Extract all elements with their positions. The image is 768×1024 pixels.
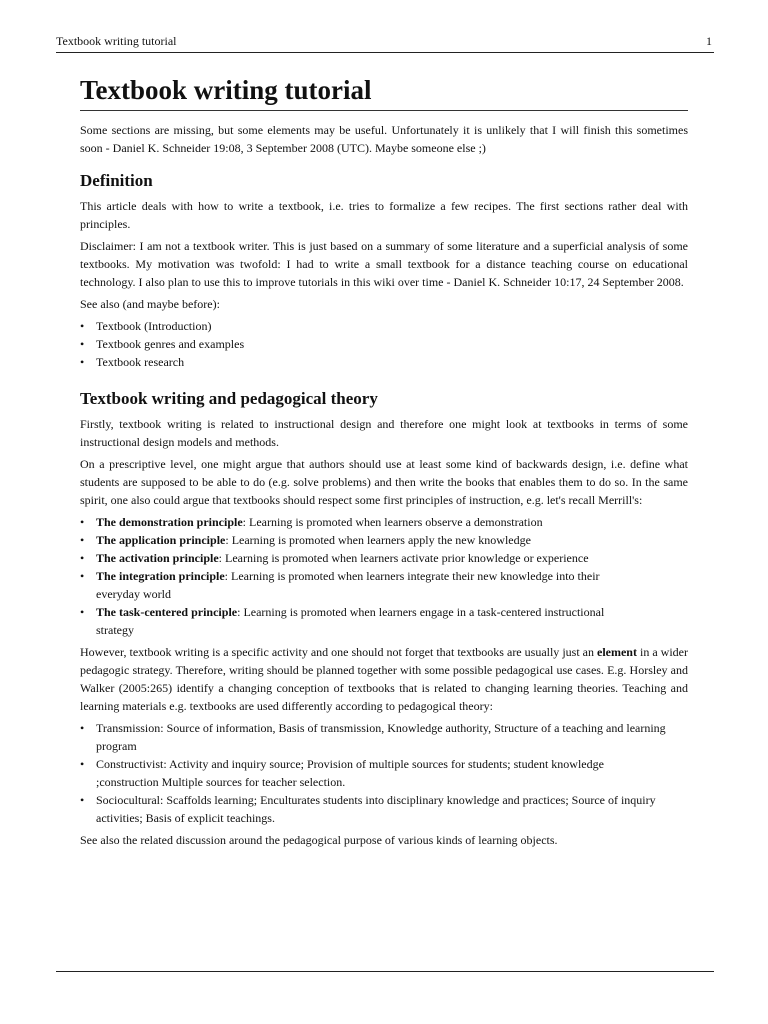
list-item xyxy=(80,549,688,567)
pedagogy-paragraph-4: See also the related discussion around the pedagogical purpose of various kinds of learning objects. xyxy=(80,833,558,847)
pedagogy-paragraph-1: Firstly, textbook writing is related to instructional design and therefore one might look at textbooks in terms of some instructional design models and methods. xyxy=(80,417,688,449)
list-item xyxy=(80,567,688,603)
pedagogy-heading: Textbook writing and pedagogical theory xyxy=(80,389,378,408)
theories-list xyxy=(80,719,688,827)
list-item xyxy=(80,603,688,639)
principle-text: : Learning is promoted when learners activate prior knowledge or experience xyxy=(218,551,589,565)
list-item xyxy=(80,531,688,549)
header-rule xyxy=(56,52,714,53)
principle-text: : Learning is promoted when learners observe a demonstration xyxy=(242,515,543,529)
list-item xyxy=(80,513,688,531)
intro-paragraph: Some sections are missing, but some elements may be useful. Unfortunately it is unlikely that I will finish this sometimes soon - Daniel K. Schneider 19:08, 3 September 2008 (UTC). Maybe someone else ;) xyxy=(80,123,688,155)
definition-paragraph-1: This article deals with how to write a textbook, i.e. tries to formalize a few recipes. The first sections rather deal with principles. xyxy=(80,199,688,231)
principle-text: : Learning is promoted when learners apply the new knowledge xyxy=(225,533,531,547)
see-also-list xyxy=(80,317,688,371)
pedagogy-paragraph-2: On a prescriptive level, one might argue that authors should use at least some kind of backwards design, i.e. define what students are supposed to be able to do (e.g. solve problems) and then write the books that enables them to do so. In the same spirit, one also could argue that textbooks should respect some first principles of instruction, e.g. let's recall Merrill's: xyxy=(80,457,688,507)
running-header-title: Textbook writing tutorial xyxy=(56,34,177,48)
principle-text: : Learning is promoted when learners engage in a task-centered instructional strategy xyxy=(96,605,605,637)
definition-heading: Definition xyxy=(80,171,153,190)
principle-name: The demonstration principle xyxy=(96,515,243,529)
list-item: • Constructivist: Activity and inquiry source; Provision of multiple sources for students; student knowledge ;construction Multiple sources for teacher selection. xyxy=(80,755,688,791)
principle-name: The application principle xyxy=(96,533,226,547)
see-also-label: See also (and maybe before): xyxy=(80,297,220,311)
list-item: • Sociocultural: Scaffolds learning; Enculturates students into disciplinary knowledge and practices; Source of inquiry activities; Basis of explicit teachings. xyxy=(80,791,688,827)
link-textbook-introduction[interactable]: • Textbook (Introduction) xyxy=(80,317,688,335)
page-number: 1 xyxy=(706,34,712,48)
footer-rule xyxy=(56,971,714,972)
principle-name: The integration principle xyxy=(96,569,225,583)
paragraph-text: However, textbook writing is a specific activity and one should not forget that textbooks are usually just an xyxy=(80,645,597,659)
link-textbook-research[interactable]: • Textbook research xyxy=(80,353,688,371)
article-body xyxy=(80,70,688,853)
link-textbook-genres[interactable]: • Textbook genres and examples xyxy=(80,335,688,353)
definition-paragraph-2: Disclaimer: I am not a textbook writer. This is just based on a summary of some literature and a superficial analysis of some textbooks. My motivation was twofold: I had to write a small textbook for a distance teaching course on educational technology. I also plan to use this to improve tutorials in this wiki over time - Daniel K. Schneider 10:17, 24 September 2008. xyxy=(80,239,688,289)
page-title: Textbook writing tutorial xyxy=(80,70,688,111)
paragraph-text: in a wider pedagogic strategy. Therefore, writing should be planned together with some possible pedagogical use cases. E.g. Horsley and Walker (2005:265) identify a changing conception of textbooks that is related to changing learning theories. Teaching and learning materials e.g. textbooks are used differently according to pedagogical theory: xyxy=(80,645,688,713)
running-header xyxy=(56,34,712,48)
list-item: • Transmission: Source of information, Basis of transmission, Knowledge authority, Structure of a teaching and learning program xyxy=(80,719,688,755)
pedagogy-paragraph-3 xyxy=(80,643,688,715)
principle-name: The activation principle xyxy=(96,551,219,565)
principle-name: The task-centered principle xyxy=(96,605,238,619)
emphasis-element: element xyxy=(597,645,637,659)
principles-list xyxy=(80,513,688,639)
principle-text: : Learning is promoted when learners integrate their new knowledge into their everyday world xyxy=(96,569,600,601)
